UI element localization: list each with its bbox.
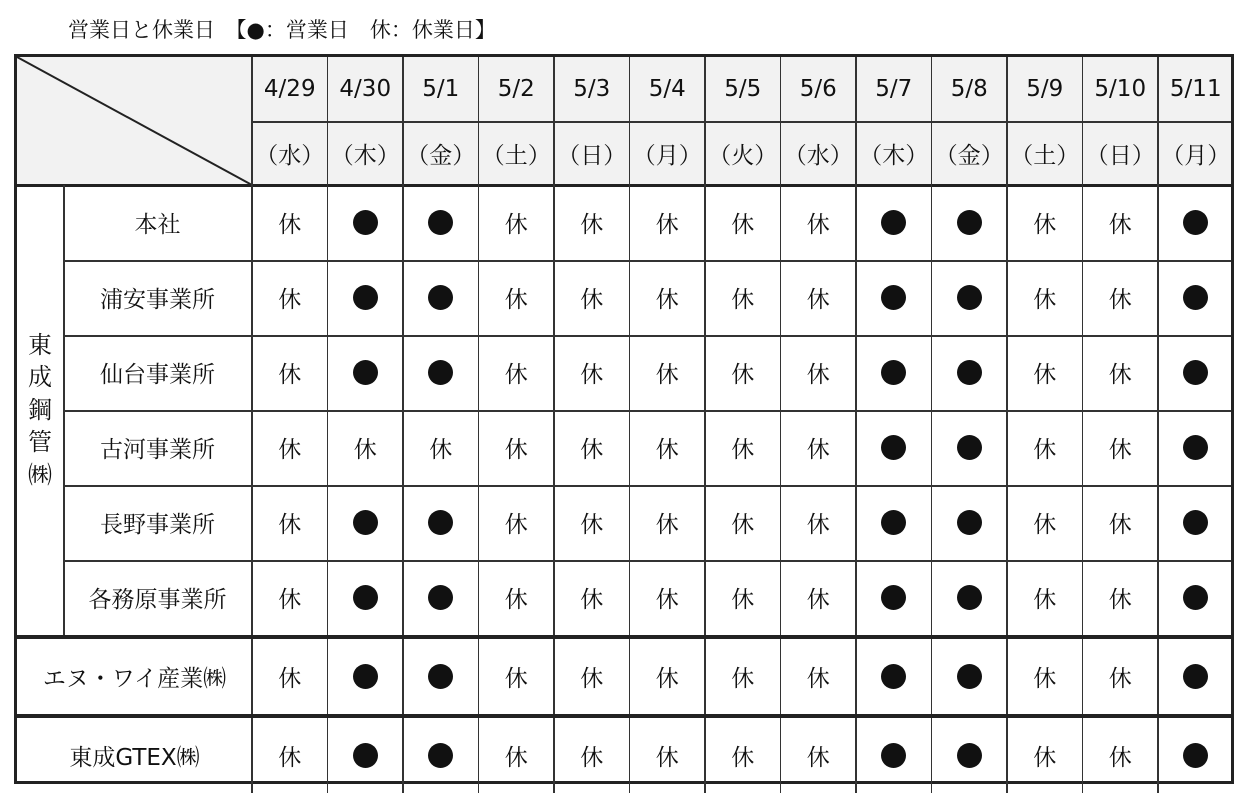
date-cell: 5/5: [724, 76, 762, 102]
open-day-dot: [353, 585, 378, 610]
closed-day-cell: 休: [731, 437, 755, 463]
row-divider: [63, 260, 1231, 262]
closed-day-cell: 休: [1033, 437, 1057, 463]
closed-day-cell: 休: [806, 287, 830, 313]
open-day-cell: [403, 335, 479, 410]
date-cell: 5/3: [573, 76, 611, 102]
column-divider: [402, 57, 404, 793]
weekday-cell: （月）: [632, 142, 702, 169]
open-day-cell: [1158, 485, 1234, 560]
open-day-cell: [1158, 639, 1234, 714]
closed-day-cell: 休: [655, 362, 679, 388]
open-day-cell: [403, 639, 479, 714]
company-group-char: 東: [28, 331, 52, 360]
closed-day-cell: 休: [655, 745, 679, 771]
closed-day-cell: 休: [278, 362, 302, 388]
weekday-cell: （日）: [557, 142, 627, 169]
open-day-cell: [1158, 410, 1234, 485]
column-divider: [780, 57, 782, 793]
closed-day-cell: 休: [580, 437, 604, 463]
weekday-cell: （月）: [1161, 142, 1231, 169]
office-name: 仙台事業所: [100, 362, 215, 388]
closed-day-cell: 休: [731, 512, 755, 538]
closed-day-cell: 休: [1108, 287, 1132, 313]
open-day-cell: [932, 639, 1008, 714]
open-day-cell: [932, 260, 1008, 335]
company-group-label: [17, 185, 63, 635]
open-day-cell: [856, 260, 932, 335]
closed-day-cell: 休: [806, 212, 830, 238]
open-day-dot: [353, 510, 378, 535]
open-day-dot: [428, 360, 453, 385]
open-day-dot: [428, 585, 453, 610]
header-divider: [252, 121, 1231, 123]
date-cell: 5/6: [799, 76, 837, 102]
closed-day-cell: 休: [278, 212, 302, 238]
closed-day-cell: 休: [731, 287, 755, 313]
open-day-cell: [932, 560, 1008, 635]
closed-day-cell: 休: [1108, 512, 1132, 538]
closed-day-cell: 休: [806, 437, 830, 463]
open-day-dot: [881, 664, 906, 689]
company-group-char: 鋼: [28, 395, 52, 424]
header-bottom-line: [17, 184, 1231, 187]
closed-day-cell: 休: [278, 745, 302, 771]
weekday-cell: （火）: [708, 142, 778, 169]
closed-day-cell: 休: [806, 512, 830, 538]
weekday-cell: （金）: [406, 142, 476, 169]
column-divider: [251, 57, 253, 793]
open-day-dot: [957, 743, 982, 768]
open-day-dot: [1183, 743, 1208, 768]
closed-day-cell: 休: [731, 587, 755, 613]
date-cell: 5/1: [422, 76, 460, 102]
open-day-dot: [353, 743, 378, 768]
open-day-dot: [353, 285, 378, 310]
row-divider: [63, 410, 1231, 412]
open-day-dot: [957, 210, 982, 235]
company-group-char: 管: [28, 428, 52, 457]
closed-day-cell: 休: [1108, 745, 1132, 771]
office-name: 本社: [134, 212, 181, 238]
open-day-cell: [1158, 718, 1234, 793]
office-name: エヌ・ワイ産業㈱: [42, 666, 227, 692]
open-day-dot: [881, 360, 906, 385]
open-day-cell: [856, 335, 932, 410]
closed-day-cell: 休: [1033, 745, 1057, 771]
open-day-cell: [856, 718, 932, 793]
open-day-dot: [957, 435, 982, 460]
closed-day-cell: 休: [278, 287, 302, 313]
closed-day-cell: 休: [504, 587, 528, 613]
closed-day-cell: 休: [655, 512, 679, 538]
closed-day-cell: 休: [504, 745, 528, 771]
closed-day-cell: 休: [655, 587, 679, 613]
double-separator: [17, 714, 1231, 718]
open-day-cell: [856, 410, 932, 485]
closed-day-cell: 休: [580, 587, 604, 613]
column-divider: [1082, 57, 1084, 793]
closed-day-cell: 休: [806, 745, 830, 771]
date-cell: 5/10: [1094, 76, 1147, 102]
closed-day-cell: 休: [504, 437, 528, 463]
open-day-cell: [328, 485, 404, 560]
closed-day-cell: 休: [731, 362, 755, 388]
open-day-cell: [856, 639, 932, 714]
closed-day-cell: 休: [1033, 587, 1057, 613]
open-day-cell: [1158, 260, 1234, 335]
header-diagonal-line: [17, 57, 252, 185]
closed-day-cell: 休: [580, 666, 604, 692]
closed-day-cell: 休: [655, 212, 679, 238]
open-day-cell: [932, 185, 1008, 260]
column-divider: [478, 57, 480, 793]
office-name: 長野事業所: [100, 512, 215, 538]
closed-day-cell: 休: [504, 212, 528, 238]
open-day-dot: [1183, 285, 1208, 310]
office-name: 各務原事業所: [88, 587, 227, 613]
date-cell: 5/11: [1169, 76, 1222, 102]
open-day-cell: [856, 185, 932, 260]
closed-day-cell: 休: [580, 287, 604, 313]
weekday-cell: （木）: [330, 142, 400, 169]
open-day-cell: [328, 718, 404, 793]
column-divider: [855, 57, 857, 793]
open-day-dot: [881, 210, 906, 235]
open-day-dot: [881, 435, 906, 460]
closed-day-cell: 休: [580, 212, 604, 238]
column-divider: [931, 57, 933, 793]
open-day-cell: [403, 718, 479, 793]
open-day-cell: [932, 410, 1008, 485]
open-day-dot: [1183, 210, 1208, 235]
closed-day-cell: 休: [278, 437, 302, 463]
closed-day-cell: 休: [1033, 666, 1057, 692]
row-divider: [63, 560, 1231, 562]
schedule-table: [14, 54, 1234, 784]
open-day-cell: [403, 560, 479, 635]
date-cell: 4/30: [339, 76, 392, 102]
weekday-cell: （金）: [934, 142, 1004, 169]
open-day-dot: [428, 664, 453, 689]
weekday-cell: （水）: [255, 142, 325, 169]
closed-day-cell: 休: [429, 437, 453, 463]
closed-day-cell: 休: [806, 666, 830, 692]
weekday-cell: （日）: [1085, 142, 1155, 169]
date-cell: 5/8: [950, 76, 988, 102]
company-group-char: ㈱: [28, 460, 52, 489]
page-title: 営業日と休業日 【●：営業日 休：休業日】: [68, 18, 496, 42]
open-day-dot: [957, 585, 982, 610]
office-name: 東成GTEX㈱: [69, 745, 200, 771]
open-day-dot: [1183, 510, 1208, 535]
column-divider: [704, 57, 706, 793]
date-cell: 5/9: [1026, 76, 1064, 102]
closed-day-cell: 休: [1108, 587, 1132, 613]
closed-day-cell: 休: [731, 745, 755, 771]
closed-day-cell: 休: [655, 437, 679, 463]
date-cell: 5/2: [497, 76, 535, 102]
closed-day-cell: 休: [1033, 512, 1057, 538]
open-day-dot: [353, 210, 378, 235]
closed-day-cell: 休: [278, 512, 302, 538]
open-day-cell: [856, 560, 932, 635]
open-day-dot: [1183, 435, 1208, 460]
open-day-dot: [957, 285, 982, 310]
open-day-cell: [1158, 335, 1234, 410]
closed-day-cell: 休: [806, 587, 830, 613]
closed-day-cell: 休: [1108, 437, 1132, 463]
open-day-cell: [403, 260, 479, 335]
open-day-cell: [1158, 185, 1234, 260]
closed-day-cell: 休: [1108, 362, 1132, 388]
closed-day-cell: 休: [731, 212, 755, 238]
closed-day-cell: 休: [1033, 362, 1057, 388]
column-divider: [1157, 57, 1159, 793]
open-day-cell: [932, 485, 1008, 560]
open-day-dot: [353, 360, 378, 385]
row-divider: [63, 485, 1231, 487]
weekday-cell: （土）: [1010, 142, 1080, 169]
open-day-dot: [881, 585, 906, 610]
closed-day-cell: 休: [1108, 212, 1132, 238]
closed-day-cell: 休: [353, 437, 377, 463]
weekday-cell: （木）: [859, 142, 929, 169]
open-day-dot: [881, 285, 906, 310]
column-divider: [553, 57, 555, 793]
open-day-cell: [932, 335, 1008, 410]
open-day-dot: [428, 210, 453, 235]
company-group-char: 成: [28, 363, 52, 392]
open-day-dot: [428, 743, 453, 768]
column-divider: [629, 57, 631, 793]
open-day-cell: [403, 485, 479, 560]
date-cell: 4/29: [263, 76, 316, 102]
open-day-dot: [1183, 360, 1208, 385]
column-divider: [1006, 57, 1008, 793]
open-day-dot: [881, 510, 906, 535]
open-day-cell: [856, 485, 932, 560]
open-day-dot: [1183, 585, 1208, 610]
closed-day-cell: 休: [504, 287, 528, 313]
row-divider: [63, 335, 1231, 337]
weekday-cell: （水）: [783, 142, 853, 169]
open-day-cell: [328, 639, 404, 714]
open-day-cell: [328, 260, 404, 335]
open-day-cell: [328, 560, 404, 635]
closed-day-cell: 休: [580, 362, 604, 388]
closed-day-cell: 休: [278, 666, 302, 692]
group-divider: [63, 185, 65, 635]
closed-day-cell: 休: [278, 587, 302, 613]
open-day-dot: [353, 664, 378, 689]
closed-day-cell: 休: [504, 362, 528, 388]
double-separator: [17, 635, 1231, 639]
weekday-cell: （土）: [481, 142, 551, 169]
open-day-dot: [957, 664, 982, 689]
open-day-cell: [932, 718, 1008, 793]
closed-day-cell: 休: [655, 666, 679, 692]
closed-day-cell: 休: [655, 287, 679, 313]
closed-day-cell: 休: [731, 666, 755, 692]
open-day-dot: [957, 510, 982, 535]
column-divider: [327, 57, 329, 793]
open-day-cell: [1158, 560, 1234, 635]
closed-day-cell: 休: [504, 666, 528, 692]
open-day-dot: [1183, 664, 1208, 689]
date-cell: 5/7: [875, 76, 913, 102]
open-day-cell: [328, 335, 404, 410]
open-day-dot: [428, 510, 453, 535]
open-day-cell: [328, 185, 404, 260]
closed-day-cell: 休: [504, 512, 528, 538]
office-name: 浦安事業所: [100, 287, 215, 313]
closed-day-cell: 休: [580, 745, 604, 771]
open-day-dot: [881, 743, 906, 768]
office-name: 古河事業所: [100, 437, 215, 463]
closed-day-cell: 休: [1033, 212, 1057, 238]
open-day-cell: [403, 185, 479, 260]
date-cell: 5/4: [648, 76, 686, 102]
closed-day-cell: 休: [1108, 666, 1132, 692]
open-day-dot: [957, 360, 982, 385]
closed-day-cell: 休: [580, 512, 604, 538]
closed-day-cell: 休: [1033, 287, 1057, 313]
open-day-dot: [428, 285, 453, 310]
closed-day-cell: 休: [806, 362, 830, 388]
